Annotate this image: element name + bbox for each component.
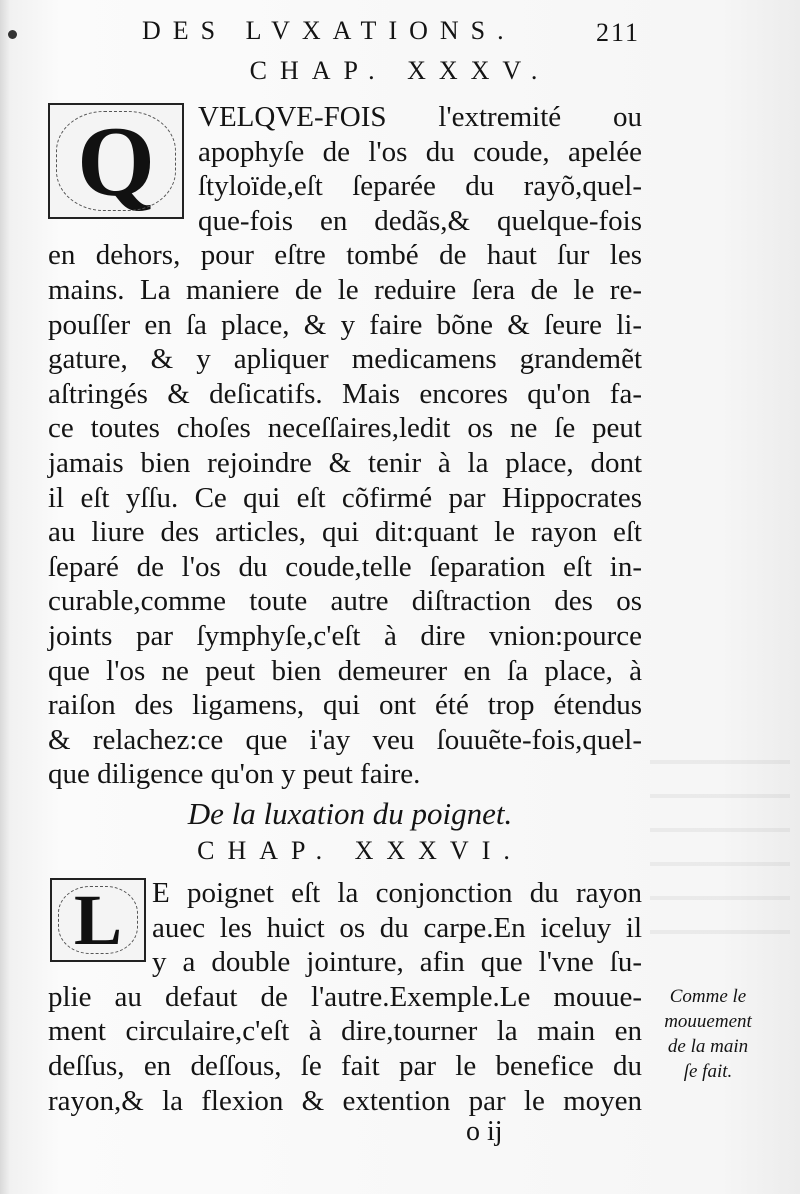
- running-title: DES LVXATIONS.: [142, 16, 516, 45]
- text-line: aſtringés & deſicatifs. Mais encores qu'on fa-: [48, 377, 642, 410]
- marginal-note-line: Comme le: [669, 986, 747, 1007]
- initial-letter: L: [73, 879, 123, 960]
- chapter-heading-35: CHAP. XXXV.: [249, 56, 551, 85]
- text-line: deſſus, en deſſous, ſe fait par le benefice du: [48, 1049, 642, 1082]
- text-line: curable,comme toute autre diſtraction des os: [48, 585, 642, 618]
- chapter-35-text: [48, 100, 642, 792]
- text-line: joints par ſymphyſe,c'eſt à dire vnion:pource: [48, 619, 642, 652]
- marginal-note-line: ſe fait.: [683, 1061, 733, 1082]
- text-line: que l'os ne peut bien demeurer en ſa place, à: [48, 654, 642, 687]
- text-line: VELQVE-FOIS l'extremité ou: [198, 101, 642, 133]
- text-line: rayon,& la flexion & extention par le moyen: [48, 1084, 642, 1117]
- text-line: E poignet eſt la conjonction du rayon: [152, 877, 642, 909]
- text-line: plie au defaut de l'autre.Exemple.Le mouue-: [48, 980, 642, 1013]
- text-line: pouſſer en ſa place, & y faire bõne & ſeure li-: [48, 308, 642, 341]
- text-line: jamais bien rejoindre & tenir à la place, dont: [48, 446, 642, 479]
- text-line: que-fois en dedãs,& quelque-fois: [198, 204, 642, 237]
- page-number: 211: [595, 18, 640, 47]
- chapter-36-text: [48, 876, 642, 1118]
- text-line: raiſon des ligamens, qui ont été trop étendus: [48, 689, 642, 722]
- marginal-note: [648, 984, 768, 1084]
- running-header: [0, 16, 800, 50]
- text-line: gature, & y apliquer medicamens grandemẽt: [48, 343, 642, 376]
- text-line: ce toutes choſes neceſſaires,ledit os ne ſe peut: [48, 412, 642, 445]
- section-title: De la luxation du poignet.: [187, 796, 513, 831]
- marginal-note-line: mouuement: [664, 1011, 752, 1032]
- signature-mark: o ij: [466, 1116, 503, 1147]
- text-line: ſeparé de l'os du coude,telle ſeparation eſt in-: [48, 550, 642, 583]
- text-line: & relachez:ce que i'ay veu ſouuẽte-fois,quel-: [48, 723, 642, 756]
- text-line: il eſt yſſu. Ce qui eſt cõfirmé par Hippocrates: [48, 481, 642, 514]
- text-line: que diligence qu'on y peut faire.: [48, 758, 421, 791]
- initial-letter: Q: [77, 105, 155, 217]
- marginal-note-line: de la main: [667, 1036, 749, 1057]
- text-line: auec les huict os du carpe.En iceluy il: [152, 911, 642, 944]
- text-line: y a double jointure, afin que l'vne ſu-: [152, 946, 642, 979]
- text-line: ment circulaire,c'eſt à dire,tourner la main en: [48, 1015, 642, 1048]
- text-line: au liure des articles, qui dit:quant le rayon eſt: [48, 516, 642, 549]
- chapter-heading-36: CHAP. XXXVI.: [197, 836, 523, 865]
- text-line: en dehors, pour eſtre tombé de haut ſur les: [48, 239, 642, 272]
- text-line: mains. La maniere de le reduire ſera de le re-: [48, 273, 642, 306]
- text-line: apophyſe de l'os du coude, apelée: [198, 135, 642, 168]
- text-line: ſtyloïde,eſt ſeparée du rayõ,quel-: [198, 170, 642, 203]
